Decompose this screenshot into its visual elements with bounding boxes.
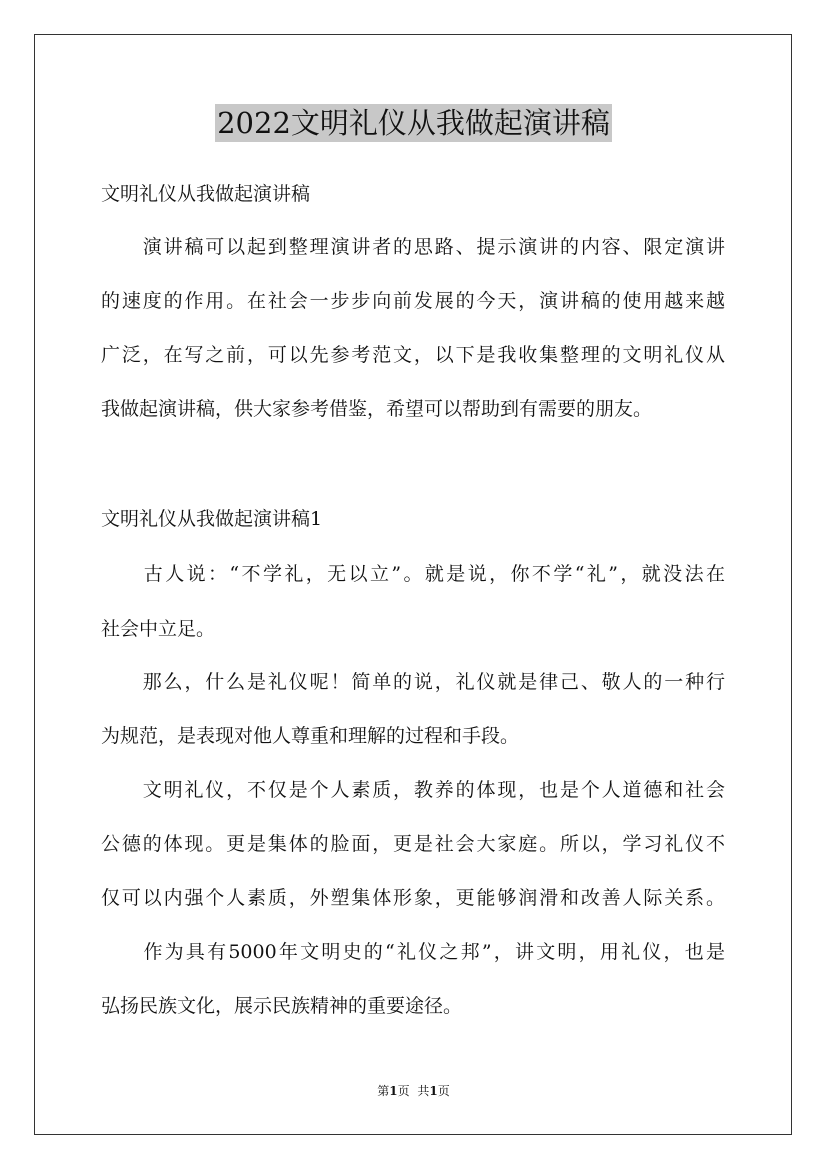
total-pages: 1 <box>429 1084 438 1098</box>
paragraph-line: 作为具有5000年文明史的“礼仪之邦”，讲文明，用礼仪，也是 <box>101 941 725 963</box>
paragraph-line: 弘扬民族文化，展示民族精神的重要途径。 <box>101 995 463 1017</box>
paragraph-line: 社会中立足。 <box>101 618 216 640</box>
total-suffix: 页 <box>437 1084 450 1098</box>
paragraph-line: 广泛，在写之前，可以先参考范文，以下是我收集整理的文明礼仪从 <box>101 344 725 366</box>
paragraph-line: 公德的体现。更是集体的脸面，更是社会大家庭。所以，学习礼仪不 <box>101 833 725 855</box>
section-heading: 文明礼仪从我做起演讲稿 <box>101 183 311 205</box>
paragraph-line: 仅可以内强个人素质，外塑集体形象，更能够润滑和改善人际关系。 <box>101 887 725 909</box>
page-suffix: 页 <box>397 1084 410 1098</box>
paragraph-line: 的速度的作用。在社会一步步向前发展的今天，演讲稿的使用越来越 <box>101 290 725 312</box>
paragraph-line: 文明礼仪，不仅是个人素质，教养的体现，也是个人道德和社会 <box>101 779 725 801</box>
paragraph-line: 古人说：“不学礼，无以立”。就是说，你不学“礼”，就没法在 <box>101 563 725 585</box>
page-footer <box>0 1083 827 1099</box>
section-heading: 文明礼仪从我做起演讲稿1 <box>101 508 323 530</box>
page-number: 1 <box>389 1084 398 1098</box>
total-prefix: 共 <box>417 1084 430 1098</box>
paragraph-line: 我做起演讲稿，供大家参考借鉴，希望可以帮助到有需要的朋友。 <box>101 398 653 420</box>
paragraph-line: 为规范，是表现对他人尊重和理解的过程和手段。 <box>101 725 520 747</box>
paragraph-line: 那么，什么是礼仪呢！简单的说，礼仪就是律己、敬人的一种行 <box>101 671 725 693</box>
page-prefix: 第 <box>377 1084 390 1098</box>
paragraph-line: 演讲稿可以起到整理演讲者的思路、提示演讲的内容、限定演讲 <box>101 236 725 258</box>
title-container <box>0 104 827 142</box>
document-title: 2022文明礼仪从我做起演讲稿 <box>217 106 610 140</box>
